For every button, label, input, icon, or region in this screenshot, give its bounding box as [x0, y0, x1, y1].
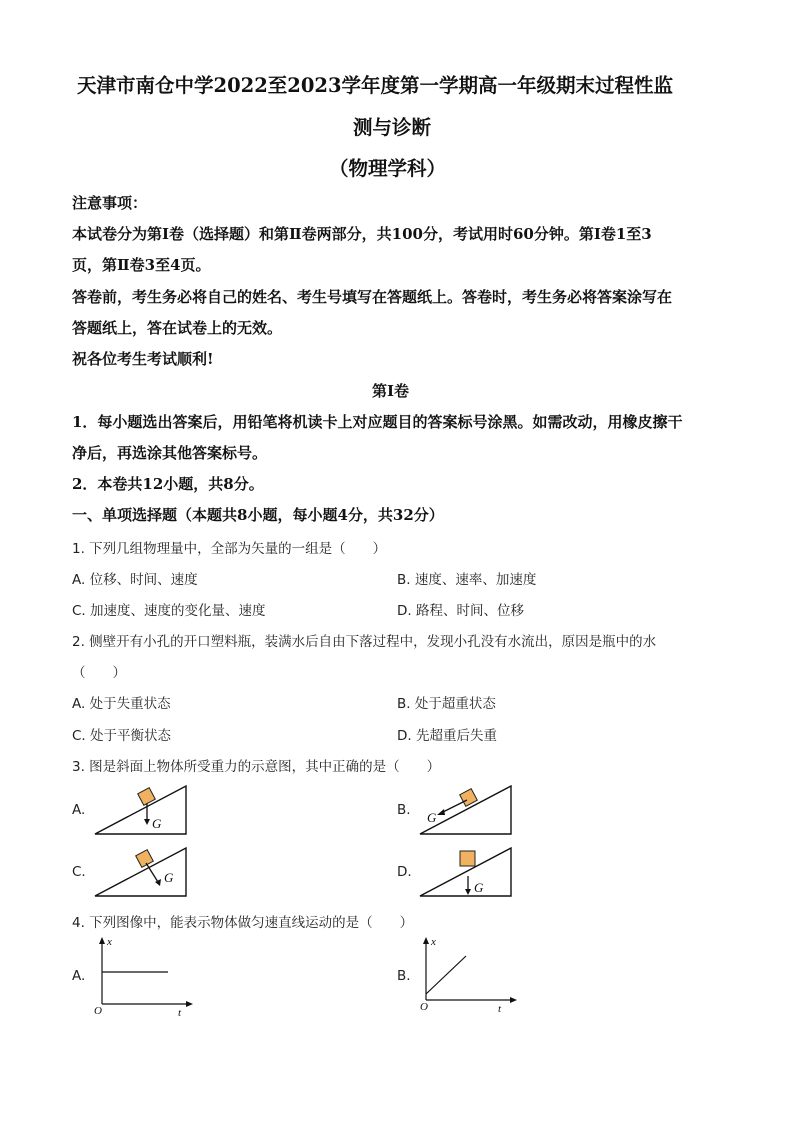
q4-option-b-letter: B. — [397, 968, 411, 984]
question-2-stem-line1: 2. 侧壁开有小孔的开口塑料瓶，装满水后自由下落过程中，发现小孔没有水流出，原因是瓶中的水 — [72, 634, 657, 650]
notes-line4: 答题纸上，答在试卷上的无效。 — [72, 319, 283, 337]
x-axis-arrow — [510, 997, 517, 1003]
q1-option-d: D. 路程、时间、位移 — [397, 603, 524, 619]
y-axis-label: x — [431, 936, 436, 948]
force-label: G — [164, 870, 174, 885]
q3-option-c-letter: C. — [72, 864, 86, 880]
q1-option-b: B. 速度、速率、加速度 — [397, 572, 537, 588]
force-label: G — [427, 810, 437, 825]
q3-option-a-figure — [90, 782, 190, 838]
q2-option-d: D. 先超重后失重 — [397, 728, 497, 744]
part1-rule1-line2: 净后，再选涂其他答案标号。 — [72, 444, 268, 462]
force-label: G — [152, 816, 162, 831]
notes-heading: 注意事项： — [72, 194, 148, 212]
notes-line1: 本试卷分为第Ⅰ卷（选择题）和第Ⅱ卷两部分，共100分，考试用时60分钟。第Ⅰ卷1至3 — [72, 225, 652, 243]
question-3-stem: 3. 图是斜面上物体所受重力的示意图，其中正确的是（ ） — [72, 759, 441, 775]
question-2-stem-line2: （ ） — [72, 665, 126, 681]
xt-line — [426, 956, 466, 994]
notes-line3: 答卷前，考生务必将自己的姓名、考生号填写在答题纸上。答卷时，考生务必将答案涂写在 — [72, 288, 673, 306]
y-axis-arrow — [423, 937, 429, 944]
q1-option-a: A. 位移、时间、速度 — [72, 572, 198, 588]
q3-option-d-letter: D. — [397, 864, 412, 880]
exam-title-line1: 天津市南仓中学2022至2023学年度第一学期高一年级期末过程性监 — [77, 74, 674, 97]
exam-subject: （物理学科） — [329, 157, 447, 180]
q3-option-a-letter: A. — [72, 802, 86, 818]
x-axis-label: t — [498, 1003, 502, 1015]
block — [138, 788, 156, 806]
q3-option-d-figure — [415, 844, 515, 900]
gravity-arrowhead — [465, 889, 471, 895]
q2-option-c: C. 处于平衡状态 — [72, 728, 172, 744]
y-axis-arrow — [99, 937, 105, 944]
q3-option-b-figure — [415, 782, 515, 838]
question-4-stem: 4. 下列图像中，能表示物体做匀速直线运动的是（ ） — [72, 915, 414, 931]
block — [136, 850, 154, 868]
origin-label: O — [420, 1001, 428, 1013]
block — [460, 851, 475, 866]
q2-option-b: B. 处于超重状态 — [397, 696, 496, 712]
part1-heading: 第Ⅰ卷 — [372, 382, 410, 400]
part1-rule2: 2．本卷共12小题，共8分。 — [72, 475, 264, 493]
q4-option-b-graph — [414, 932, 524, 1016]
q3-option-b-letter: B. — [397, 802, 411, 818]
q4-option-a-graph — [90, 932, 200, 1016]
block — [460, 789, 478, 807]
notes-line2: 页，第Ⅱ卷3至4页。 — [72, 256, 211, 274]
x-axis-arrow — [186, 1001, 193, 1007]
section-heading: 一、单项选择题（本题共8小题，每小题4分，共32分） — [72, 506, 444, 524]
y-axis-label: x — [107, 936, 112, 948]
notes-line5: 祝各位考生考试顺利! — [72, 350, 214, 368]
q3-option-c-figure — [90, 844, 190, 900]
q4-option-a-letter: A. — [72, 968, 86, 984]
origin-label: O — [94, 1005, 102, 1016]
q2-option-a: A. 处于失重状态 — [72, 696, 171, 712]
exam-title-line2: 测与诊断 — [353, 116, 432, 139]
part1-rule1-line1: 1．每小题选出答案后，用铅笔将机读卡上对应题目的答案标号涂黑。如需改动，用橡皮擦干 — [72, 413, 683, 431]
gravity-arrowhead — [155, 879, 161, 886]
q1-option-c: C. 加速度、速度的变化量、速度 — [72, 603, 266, 619]
question-1-stem: 1. 下列几组物理量中，全部为矢量的一组是（ ） — [72, 541, 387, 557]
gravity-arrowhead — [144, 819, 150, 825]
force-label: G — [474, 880, 484, 895]
gravity-arrowhead — [437, 809, 445, 815]
x-axis-label: t — [178, 1007, 182, 1016]
